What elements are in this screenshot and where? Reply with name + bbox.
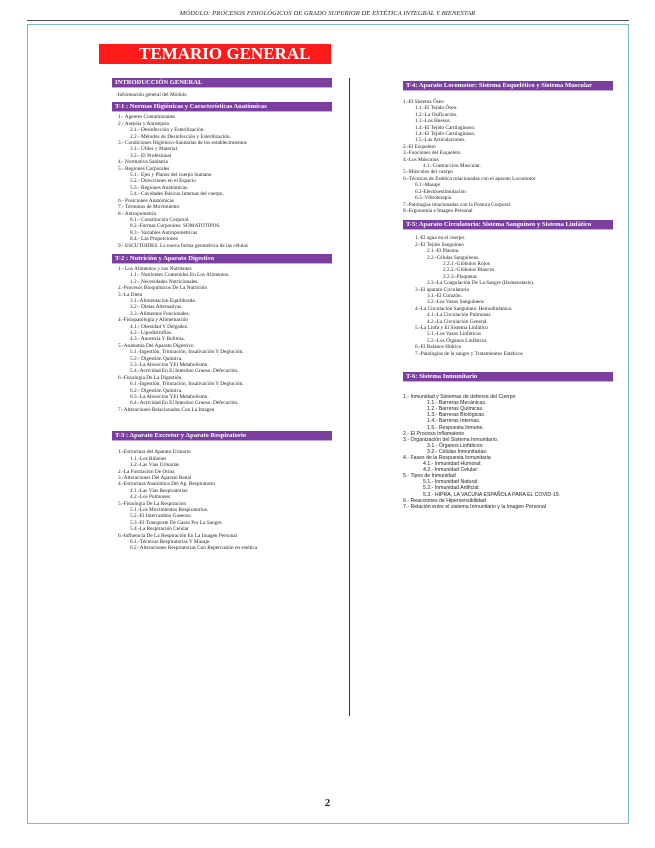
list-item: 4.1.-Las Vías Respiratorias bbox=[130, 487, 188, 494]
section-list-t1 bbox=[112, 114, 332, 249]
list-item: 6.1.-Técnicas Respiratorias Y Masaje. bbox=[130, 538, 211, 545]
list-item: 5.1.-Ingestión, Trituración, Insalivación Y Deglución. bbox=[130, 349, 244, 356]
list-item: 4.1.-La Circulación Pulmonar. bbox=[427, 312, 492, 319]
section-list-t5 bbox=[403, 235, 613, 357]
list-item: 2.-El Tejido Sanguíneo bbox=[415, 241, 464, 248]
list-item: 1.4.- Barreras Internas. bbox=[427, 418, 481, 425]
list-item: 5.3.- Regiones Anatómicas. bbox=[130, 184, 189, 191]
list-item: 4.-Los Músculos bbox=[403, 156, 439, 163]
list-item: 1.2.- Necesidades Nutricionales. bbox=[130, 278, 199, 285]
list-item: 1.3.- Barreras Biológicas. bbox=[427, 412, 486, 419]
right-column bbox=[403, 81, 613, 510]
list-item: 4.1.-Contracción Muscular. bbox=[423, 163, 481, 170]
list-item: 5.1.-Los Movimientos Respiratorios. bbox=[130, 506, 209, 513]
list-item: 5.2.- Inmunidad Artificial: bbox=[423, 485, 480, 492]
list-item: 2.-Procesos Bioquímicos De La Nutrición bbox=[118, 285, 208, 292]
list-item: 1.-Estructura del Aparato Urinario bbox=[118, 449, 191, 456]
list-item: 4.-Estructura Anatómica Del Ap. Respiratorio bbox=[118, 481, 216, 488]
list-item: 6.4.-Actividad En El Intestino Grueso. Defecación. bbox=[130, 400, 239, 407]
list-item: 5.1.-Los Vasos Linfáticos bbox=[427, 331, 482, 338]
list-item: 4.- Normativa Sanitaria bbox=[118, 159, 168, 166]
list-item: 4.-La Circulación Sanguínea: Hemodinámica. bbox=[415, 305, 513, 312]
list-item: 9.- ESCUTOIDES. La nueva forma geométrica de las células bbox=[118, 242, 248, 249]
list-item: 1.5.-Las Articulaciones. bbox=[415, 137, 466, 144]
list-item: 6.-Técnicas de Estética relacionadas con el aparato Locomotor bbox=[403, 175, 536, 182]
section-heading-t6: T-6: Sistema Inmunitario bbox=[403, 372, 613, 382]
list-item: 1.2.-La Osificación. bbox=[415, 111, 458, 118]
list-item: 6.2-Electroestimulación bbox=[415, 188, 466, 195]
list-item: 3.- Condiciones Higiénico-Sanitarias de los establecimientos bbox=[118, 140, 247, 147]
running-header: MÓDULO: PROCESOS FISIOLÓGICOS DE GRADO SUPERIOR DE ESTÉTICA INTEGRAL Y BIENESTAR bbox=[179, 10, 476, 17]
left-column bbox=[112, 78, 332, 552]
list-item: 5.3.-La Absorción YEl Metabolismo. bbox=[130, 362, 209, 369]
list-item: 1.- Los Alimentos y sus Nutrientes bbox=[118, 265, 192, 272]
section-heading-intro: INTRODUCCIÓN GENERAL bbox=[112, 78, 332, 88]
section-heading-t3: T-3 : Aparato Excretor y Aparato Respiratorio bbox=[112, 431, 332, 441]
list-item: 5.3.-El Transporte De Gases Por La Sangre. bbox=[130, 519, 223, 526]
list-item: 3.- Organización del Sistema Inmunitario. bbox=[403, 436, 499, 443]
list-item: 5.4.- Cavidades Básicas Internas del cuerpo. bbox=[130, 191, 224, 198]
list-item: 4.1.- Obesidad Y Delgadez. bbox=[130, 323, 189, 330]
list-item: 3.2.- Células Inmunitarias: bbox=[427, 448, 488, 455]
list-item: 1.3.-Los Huesos. bbox=[415, 118, 451, 125]
list-item: 6.1.-Masaje bbox=[415, 182, 441, 189]
list-item: 7.- Términos de Movimiento bbox=[118, 204, 180, 211]
list-item: 5.-Músculos del cuerpo bbox=[403, 169, 453, 176]
list-item: 5.-Anatomía Del Aparato Digestivo bbox=[118, 342, 194, 349]
list-item: 8.- Antropometría bbox=[118, 210, 156, 217]
list-item: 5.4.-Actividad En El Intestino Grueso. Defecación. bbox=[130, 368, 239, 375]
list-item: -Información general del Módulo bbox=[116, 92, 187, 98]
list-item: 2.- El Proceso Inflamatorio bbox=[403, 430, 465, 437]
list-item: 6.1.-Ingestión, Trituración, Insalivación Y Deglución. bbox=[130, 381, 244, 388]
list-item: 6.-El Balance Hídrico bbox=[415, 344, 462, 351]
list-item: 6.-Influencia De La Respiración En La Imagen Personal bbox=[118, 532, 238, 539]
list-item: 6.2.- Digestión Química. bbox=[130, 387, 183, 394]
section-heading-t4: T-4: Aparato Locomotor: Sistema Esquelético y Sistema Muscular bbox=[403, 81, 613, 91]
section-heading-t5: T-5: Aparato Circulatorio: Sistema Sanguíneo y Sistema Linfático bbox=[403, 220, 613, 230]
list-item: 5.2.-Los Órganos Linfáticos bbox=[427, 337, 487, 344]
list-item: 8.4.- Las Proporciones bbox=[130, 236, 178, 243]
list-item: 3.-La Dieta bbox=[118, 291, 143, 298]
list-item: 5.-Fisiología De La Respiración bbox=[118, 500, 186, 507]
list-item: 7.-Patologías relacionadas con la Postura Corporal bbox=[403, 201, 511, 208]
list-item: 3.1.-Alimentación Equilibrada. bbox=[130, 297, 196, 304]
list-item: 7.-Patologías de la sangre y Tratamientos Estéticos bbox=[415, 350, 523, 357]
list-item: 1.- Agentes Contaminantes bbox=[118, 114, 176, 121]
list-item: 7.- Relación entre el sistema Inmunitario y la Imagen Personal bbox=[403, 503, 547, 510]
list-item: 6.2.-Alteraciones Respiratorias Con Repercusión en estética bbox=[130, 545, 258, 552]
list-item: 3.-Funciones del Esqueleto bbox=[403, 150, 461, 157]
list-item: 2.2.- Métodos de Desinfección y Esterilización. bbox=[130, 133, 231, 140]
list-item: 4.2.-La Circulación General. bbox=[427, 318, 488, 325]
list-item: 3.1.- Órganos Linfáticos: bbox=[427, 442, 484, 449]
list-item: 5.- Regiones Corporales bbox=[118, 165, 170, 172]
list-item: 6.3.-Vibroterapia bbox=[415, 195, 452, 202]
header-rule bbox=[27, 20, 629, 21]
list-item: 1.- Inmunidad y Sistemas de defensa del Cuerpo bbox=[403, 394, 516, 401]
section-heading-t2: T-2 : Nutrición y Aparato Digestivo bbox=[112, 254, 332, 264]
list-item: 3.1.- Útiles y Material. bbox=[130, 146, 179, 153]
list-item: 5.1.- Ejes y Planos del cuerpo humano bbox=[130, 172, 212, 179]
list-item: 1.4.-El Tejido Cartilaginoso. bbox=[415, 131, 476, 138]
list-item: 1.2.-Las Vías Urinarias bbox=[130, 462, 180, 469]
list-item: 1.1.- Barreras Mecánicas. bbox=[427, 400, 487, 407]
list-item: 1.5.- Respuesta Inmune. bbox=[427, 424, 484, 431]
list-item: 5.-La Linfa y El Sistema Linfático bbox=[415, 325, 488, 331]
list-item: 5.3.- HIPRA, LA VACUNA ESPAÑOLA PARA EL COVID-19. bbox=[423, 491, 561, 498]
list-item: 3.2.- El Profesional bbox=[130, 152, 172, 159]
list-item: 4.1.- Inmunidad Humoral: bbox=[423, 461, 482, 468]
list-item: 3.3.-Alimentos Funcionales. bbox=[130, 310, 191, 317]
list-item: 2.3.-La Coagulación De La Sangre (Homeostasis). bbox=[427, 280, 535, 287]
list-item: 5.4.-La Respiración Celular bbox=[130, 526, 189, 533]
list-item: 2.- Asepsia y Antisepsia bbox=[118, 120, 169, 127]
list-item: 8.2.-Formas Corporales: SOMATOTIPOS. bbox=[130, 223, 221, 230]
list-item: 4.- Fases de la Respuesta Inmunitaria bbox=[403, 454, 491, 461]
page-number: 2 bbox=[324, 797, 331, 809]
list-item: 1.1.-Los Riñones bbox=[130, 455, 167, 462]
list-item: 2.-La Formación De Orina bbox=[118, 468, 175, 475]
list-item: 4.2.- Inmunidad Celular: bbox=[423, 467, 479, 474]
list-item: 1.1.-El Tejido Óseo. bbox=[415, 105, 458, 112]
list-item: 2.2.1.-Glóbulos Rojos bbox=[443, 260, 490, 267]
list-item: 3.1.-El Corazón. bbox=[427, 292, 463, 299]
list-item: 2.2.3.-Plaquetas bbox=[443, 273, 477, 280]
list-item: 3.-El aparato Circulatorio bbox=[415, 286, 470, 293]
list-item: 6.- Reacciones de Hipersensibilidad bbox=[403, 497, 486, 504]
list-item: 8.3.- Variables Antropométricas bbox=[130, 229, 198, 236]
list-item: 4.2.-Los Pulmones bbox=[130, 494, 170, 501]
list-item: 2.1.-El Plasma. bbox=[427, 248, 460, 255]
list-item: 5.2.- Digestión Química. bbox=[130, 355, 183, 362]
page-title: TEMARIO GENERAL bbox=[99, 44, 331, 64]
list-item: 5.2.-El Intercambio Gaseoso. bbox=[130, 513, 192, 520]
column-divider bbox=[349, 78, 350, 716]
list-item: 2.2.2.-Glóbulos Blancos bbox=[443, 267, 495, 274]
list-item: 1.-El Sistema Óseo bbox=[403, 99, 444, 105]
list-item: 5.- Tipos de Inmunidad bbox=[403, 473, 456, 480]
list-item: 8.-Ergonomía e Imagen Personal bbox=[403, 207, 473, 214]
list-item: 4.2.- Lipodistrofias. bbox=[130, 330, 173, 336]
list-item: 4.3.- Anorexia Y Bulimia. bbox=[130, 336, 185, 343]
section-list-t6 bbox=[403, 394, 613, 510]
list-item: 3.-Alteraciones Del Aparato Renal bbox=[118, 474, 192, 481]
section-list-intro bbox=[112, 92, 332, 98]
list-item: 6.-Fisiología De La Digestión. bbox=[118, 374, 183, 381]
section-list-t4 bbox=[403, 99, 613, 214]
list-item: 7.-Alteraciones Relacionadas Con La Imagen bbox=[118, 406, 215, 413]
list-item: 4.-Fisiopatología y Alimentación bbox=[118, 317, 188, 324]
list-item: 2.2.-Células Sanguíneas. bbox=[427, 254, 480, 261]
list-item: 5.2.- Direcciones en el Espacio bbox=[130, 178, 196, 185]
list-item: 2.-El Esqueleto bbox=[403, 143, 436, 150]
section-list-t2 bbox=[112, 266, 332, 413]
list-item: 1.-El agua en el cuerpo. bbox=[415, 235, 466, 242]
list-item: 1.1.- Nutrientes Contenidos En Los Alimentos. bbox=[130, 272, 230, 279]
section-list-t3 bbox=[112, 449, 332, 552]
list-item: 2.1.- Desinfección y Esterilización. bbox=[130, 127, 205, 134]
list-item: 8.1.- Constitución Corporal. bbox=[130, 216, 190, 223]
list-item: 3.2.- Dietas Alternativas. bbox=[130, 304, 183, 311]
list-item: 3.2.-Los Vasos Sanguíneos bbox=[427, 299, 484, 306]
list-item: 6.3.-La Absorción YEl Metabolismo. bbox=[130, 394, 209, 401]
list-item: 1.4.-El Tejido Cartilaginoso. bbox=[415, 124, 476, 131]
section-heading-t1: T-1 : Normas Higiénicas y Características Anatómicas bbox=[112, 102, 332, 112]
list-item: 5.1.- Inmunidad Natural: bbox=[423, 479, 479, 486]
list-item: 6.- Posiciones Anatómicas bbox=[118, 197, 175, 204]
list-item: 1.2.- Barreras Químicas. bbox=[427, 406, 484, 413]
